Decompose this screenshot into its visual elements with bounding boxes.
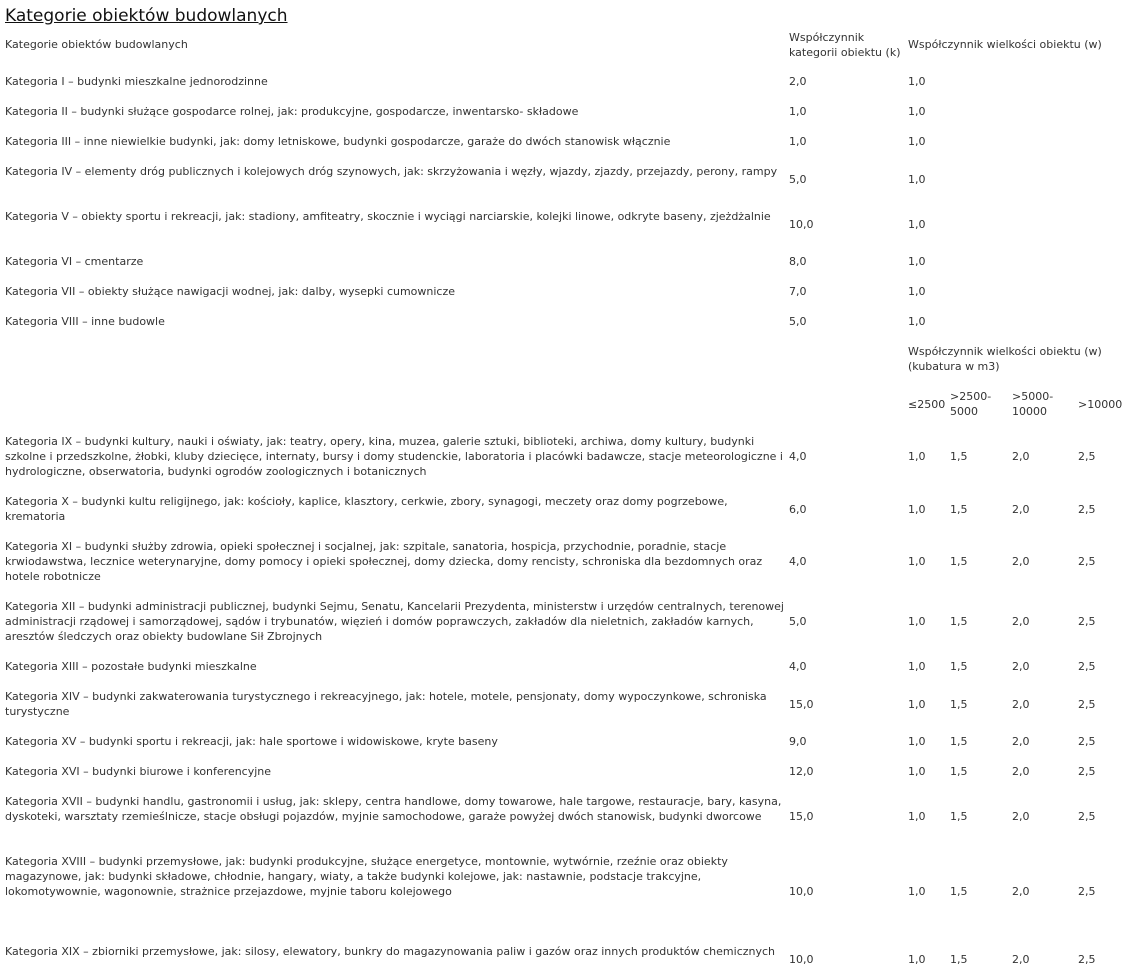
- header-k-line1: Współczynnik: [789, 31, 865, 44]
- w-value: 1,0: [908, 810, 926, 823]
- w-value: 1,5: [950, 615, 968, 628]
- w-value: 1,0: [908, 765, 926, 778]
- w-value: 1,0: [908, 953, 926, 966]
- k-value: 1,0: [789, 135, 807, 148]
- category-name: Kategoria IV – elementy dróg publicznych i kolejowych dróg szynowych, jak: skrzyżowania i węzły, wjazdy, zjazdy, przejazdy, perony, rampy: [5, 165, 778, 178]
- category-name: Kategoria IX – budynki kultury, nauki i oświaty, jak: teatry, opery, kina, muzea, galerie sztuki, biblioteki, archiwa, domy kultury, budynki szkolne i przedszkolne, żłobki, kluby dziecięce, internaty, bursy i domy studenckie, laboratoria i placówki badawcze, stacje meteorologiczne i hydrologiczne, obserwatoria, budynki ogrodów zoologicznych i botanicznych: [5, 435, 783, 478]
- category-name: Kategoria XIX – zbiorniki przemysłowe, jak: silosy, elewatory, bunkry do magazynowania paliw i gazów oraz innych produktów chemicznych: [5, 945, 776, 958]
- category-name: Kategoria XVI – budynki biurowe i konferencyjne: [5, 765, 272, 778]
- range-line: >2500-: [950, 390, 992, 403]
- w-value: 2,0: [1012, 450, 1030, 463]
- k-value: 4,0: [789, 660, 807, 673]
- header-category: Kategorie obiektów budowlanych: [5, 38, 188, 51]
- range-line: ≤2500: [908, 398, 946, 411]
- w-value: 1,5: [950, 450, 968, 463]
- w-value: 1,0: [908, 615, 926, 628]
- k-value: 4,0: [789, 450, 807, 463]
- range-label: [950, 389, 1010, 419]
- w-value: 1,0: [908, 555, 926, 568]
- k-value: 15,0: [789, 698, 814, 711]
- range-line: 5000: [950, 405, 978, 418]
- k-value: 9,0: [789, 735, 807, 748]
- k-value: 10,0: [789, 218, 814, 231]
- category-name: Kategoria VII – obiekty służące nawigacji wodnej, jak: dalby, wysepki cumownicze: [5, 285, 456, 298]
- w-value: 1,0: [908, 450, 926, 463]
- category-name: Kategoria XI – budynki służby zdrowia, opieki społecznej i socjalnej, jak: szpitale, sanatoria, hospicja, przychodnie, poradnie, stacje krwiodawstwa, lecznice weterynaryjne, domy pomocy i opieki społecznej, domy dziecka, domy rencisty, schroniska dla bezdomnych oraz hotele robotnicze: [5, 540, 763, 583]
- category-name: Kategoria III – inne niewielkie budynki, jak: domy letniskowe, budynki gospodarcze, garaże do dwóch stanowisk włącznie: [5, 135, 671, 148]
- w-value: 1,5: [950, 735, 968, 748]
- range-label: [1012, 389, 1074, 419]
- w-value: 2,0: [1012, 885, 1030, 898]
- volume-header-label: Współczynnik wielkości obiektu (w) (kubatura w m3): [908, 345, 1102, 373]
- k-value: 10,0: [789, 953, 814, 966]
- category-name: Kategoria XVIII – budynki przemysłowe, jak: budynki produkcyjne, służące energetyce, montownie, wytwórnie, rzeźnie oraz obiekty magazynowe, jak: budynki składowe, chłodnie, hangary, wiaty, a także budynki kolejowe, jak: nastawnie, podstacje trakcyjne, lokomotywownie, wagonownie, strażnice przejazdowe, myjnie taboru kolejowego: [5, 855, 728, 898]
- k-value: 1,0: [789, 105, 807, 118]
- category-name: Kategoria X – budynki kultu religijnego, jak: kościoły, kaplice, klasztory, cerkwie, zbory, synagogi, meczety oraz domy pogrzebowe, krematoria: [5, 495, 728, 523]
- range-label: [908, 397, 948, 412]
- category-name: Kategoria II – budynki służące gospodarce rolnej, jak: produkcyjne, gospodarcze, inwentarsko- składowe: [5, 105, 579, 118]
- w-value: 1,0: [908, 503, 926, 516]
- w-value: 1,0: [908, 698, 926, 711]
- w-value: 1,0: [908, 255, 926, 268]
- header-w: Współczynnik wielkości obiektu (w): [908, 38, 1102, 51]
- w-value: 1,0: [908, 135, 926, 148]
- w-value: 1,0: [908, 885, 926, 898]
- k-value: 5,0: [789, 173, 807, 186]
- k-value: 2,0: [789, 75, 807, 88]
- w-value: 1,0: [908, 75, 926, 88]
- k-value: 10,0: [789, 885, 814, 898]
- w-value: 2,5: [1078, 735, 1096, 748]
- w-value: 1,5: [950, 885, 968, 898]
- category-name: Kategoria XII – budynki administracji publicznej, budynki Sejmu, Senatu, Kancelarii Prezydenta, ministerstw i urzędów centralnych, terenowej administracji rządowej i samorządowej, sądów i trybunatów, więzień i domów poprawczych, zakładów dla nieletnich, zakładów karnych, aresztów śledczych oraz obiekty budowlane Sił Zbrojnych: [5, 600, 784, 643]
- w-value: 1,0: [908, 105, 926, 118]
- w-value: 1,5: [950, 698, 968, 711]
- k-value: 8,0: [789, 255, 807, 268]
- w-value: 2,5: [1078, 555, 1096, 568]
- range-label: [1078, 397, 1136, 412]
- w-value: 1,5: [950, 953, 968, 966]
- k-value: 5,0: [789, 615, 807, 628]
- k-value: 15,0: [789, 810, 814, 823]
- w-value: 1,5: [950, 555, 968, 568]
- range-line: >5000-: [1012, 390, 1054, 403]
- w-value: 2,5: [1078, 503, 1096, 516]
- w-value: 2,5: [1078, 810, 1096, 823]
- w-value: 1,0: [908, 735, 926, 748]
- k-value: 12,0: [789, 765, 814, 778]
- range-line: >10000: [1078, 398, 1123, 411]
- w-value: 2,5: [1078, 885, 1096, 898]
- w-value: 2,5: [1078, 765, 1096, 778]
- w-value: 2,0: [1012, 615, 1030, 628]
- w-value: 2,5: [1078, 615, 1096, 628]
- w-value: 1,5: [950, 810, 968, 823]
- category-name: Kategoria I – budynki mieszkalne jednorodzinne: [5, 75, 268, 88]
- k-value: 4,0: [789, 555, 807, 568]
- w-value: 1,5: [950, 660, 968, 673]
- page-title: Kategorie obiektów budowlanych: [5, 6, 288, 26]
- w-value: 2,0: [1012, 555, 1030, 568]
- w-value: 2,0: [1012, 698, 1030, 711]
- category-name: Kategoria XVII – budynki handlu, gastronomii i usług, jak: sklepy, centra handlowe, domy towarowe, hale targowe, restauracje, bary, kasyna, dyskoteki, warsztaty rzemieślnicze, stacje obsługi pojazdów, myjnie samochodowe, garaże powyżej dwóch stanowisk, budynki dworcowe: [5, 795, 782, 823]
- w-value: 1,5: [950, 503, 968, 516]
- category-name: Kategoria V – obiekty sportu i rekreacji, jak: stadiony, amfiteatry, skocznie i wyciągi narciarskie, kolejki linowe, odkryte baseny, zjeżdżalnie: [5, 210, 771, 223]
- w-value: 1,0: [908, 218, 926, 231]
- w-value: 1,0: [908, 660, 926, 673]
- header-k: [789, 30, 907, 60]
- w-value: 2,0: [1012, 735, 1030, 748]
- category-name: Kategoria VI – cmentarze: [5, 255, 144, 268]
- w-value: 2,0: [1012, 810, 1030, 823]
- w-value: 2,5: [1078, 450, 1096, 463]
- w-value: 2,5: [1078, 953, 1096, 966]
- w-value: 1,0: [908, 173, 926, 186]
- w-value: 2,5: [1078, 698, 1096, 711]
- w-value: 2,5: [1078, 660, 1096, 673]
- w-value: 1,0: [908, 315, 926, 328]
- w-value: 2,0: [1012, 953, 1030, 966]
- range-line: 10000: [1012, 405, 1047, 418]
- k-value: 5,0: [789, 315, 807, 328]
- w-value: 1,0: [908, 285, 926, 298]
- category-name: Kategoria XIV – budynki zakwaterowania turystycznego i rekreacyjnego, jak: hotele, motele, pensjonaty, domy wypoczynkowe, schroniska turystyczne: [5, 690, 767, 718]
- k-value: 6,0: [789, 503, 807, 516]
- w-value: 2,0: [1012, 660, 1030, 673]
- w-value: 2,0: [1012, 765, 1030, 778]
- category-name: Kategoria VIII – inne budowle: [5, 315, 165, 328]
- w-value: 2,0: [1012, 503, 1030, 516]
- w-value: 1,5: [950, 765, 968, 778]
- category-name: Kategoria XIII – pozostałe budynki mieszkalne: [5, 660, 257, 673]
- header-k-line2: kategorii obiektu (k): [789, 46, 901, 59]
- k-value: 7,0: [789, 285, 807, 298]
- category-name: Kategoria XV – budynki sportu i rekreacji, jak: hale sportowe i widowiskowe, kryte baseny: [5, 735, 498, 748]
